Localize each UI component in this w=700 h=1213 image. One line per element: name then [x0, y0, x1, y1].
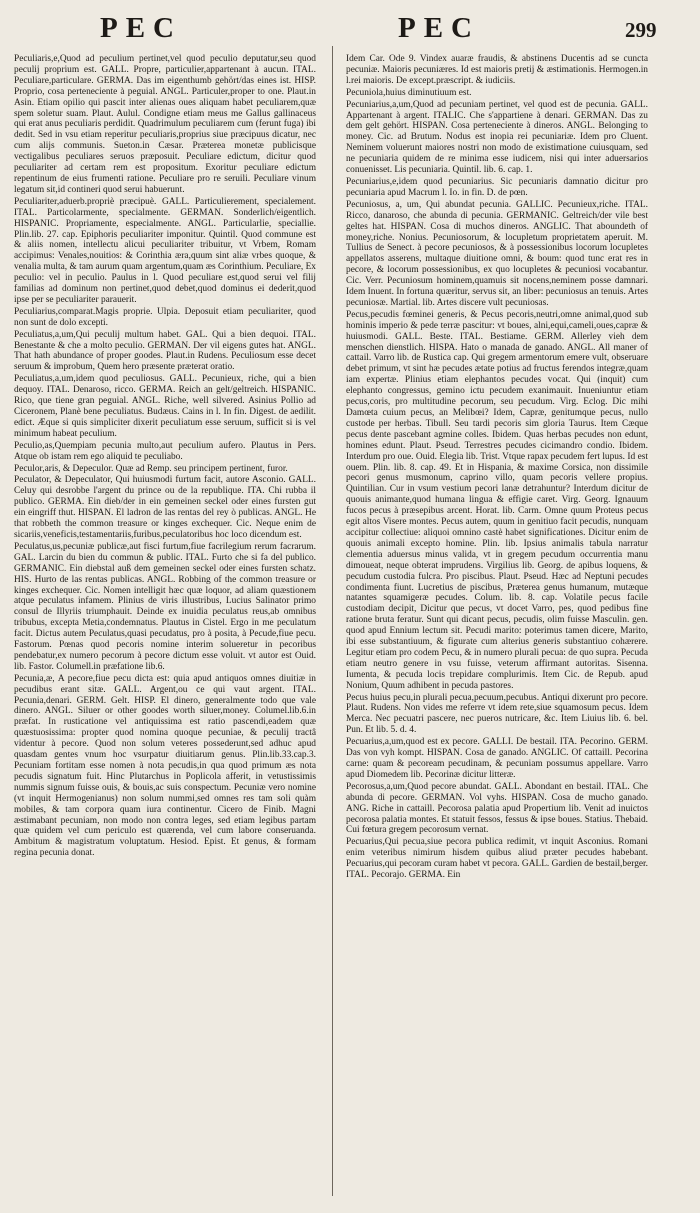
right-column — [346, 54, 648, 1199]
dictionary-entry: Pecorosus,a,um,Quod pecore abundat. GALL. Abondant en bestail. ITAL. Che abunda di pecore. GERMAN. Vol vyhs. HISPAN. Cosa de mucho ganado. ANG. Riche in cattaill. Pecorosa palatia apud Propertium lib. Venit ad inuictos pecorosa palatia montes. Et statuit fessos, fessus & ipse boues. Statius. Thebaid. Cui fœtura gregem pecorosum vernat. — [346, 781, 648, 836]
dictionary-entry: Peculor,aris, & Depeculor. Quæ ad Remp. seu principem pertinent, furor. — [14, 463, 288, 474]
dictionary-entry: Peculiatus,a,um,Qui peculij multum habet. GAL. Qui a bien dequoi. ITAL. Benestante & che a molto peculio. GERMAN. Der vil eigens gutes hat. ANGL. That hath abundance of proper goodes. Plaut.in Rudens. Peculiosum esse decet seruum & improbum, Quem hero præsente præterat oratio. — [14, 329, 316, 373]
dictionary-entry: Peculiaris,e,Quod ad peculium pertinet,vel quod peculio deputatur,seu quod peculij proprium est. GALL. Propre, particulier,appartenant à aucun. ITAL. Peculiare,particulare. GERMA. Das im eigenthumb gehört/das eines ist. HISP. Proprio, cosa perteneciente à peguial. ANGL. Particuler,proper to one. Plaut.in Asin. Etiam opilio qui pascit inter alienas oues aliquam habet peculiarem,quæ spem soletur suam. Plaut. Aulul. Condigne etiam meus me Gallus gallinaceus qui erat anus peculiaris perdidit. Quadrimulum peculiarem cum (ferunt fuga) ibi dedit. Sed in vsu etiam reperitur peculiaris,proprius siue præcipuus dicatur, nec cum alijs communis. Sueton.in Cæsar. Præterea monetæ publicisque vectigalibus peculiares seruos præposuit. Peculiare edictum, dicitur quod peculiariter ad certam rem est propositum. Exoritur peculiare edictum repentinum de eius frumenti ratione. Peculiare pro re seruili. Peculiare vinum legatum sit,id contineri quod serui habuerunt. — [14, 54, 316, 195]
dictionary-entry: Peculio,as,Quempiam pecunia multo,aut peculium aufero. Plautus in Pers. Atque ob istam rem ego aliquid te peculiabo. — [14, 440, 316, 462]
dictionary-entry: Pecus huius pecu,in plurali pecua,pecuum,pecubus. Antiqui dixerunt pro pecore. Plaut. Rudens. Non vides me referre vt idem rete,siue squamosum pecus. Idem Merca. Nec pecuatri pascere, nec pueros nutricare, &c. Item Liuius lib. 6. bel. Pun. Et lib. 5. d. 4. — [346, 692, 648, 736]
dictionary-entry: Pecuarius,Qui pecua,siue pecora publica redimit, vt inquit Asconius. Romani enim veteribus nimirum hisdem quibus aliud præter pecudes habebant. Pecuarius,qui pecoram curam habet vt pecora. GALL. Gardien de bestail,berger. ITAL. Pecorajo. GERMA. Ein — [346, 837, 648, 881]
dictionary-entry: Pecuniarius,e,idem quod pecuniarius. Sic pecuniaris damnatio dicitur pro pecuniaria apud Macrum l. Io. in fin. D. de pœn. — [346, 176, 648, 198]
dictionary-entry: Peculiariter,aduerb.propriè præcipuè. GALL. Particulierement, specialement. ITAL. Particolarmente, specialmente. GERMAN. Sonderlich/eigentlich. HISPANIC. Propriamente, especialmente. ANGL. Particularlie, speciallie. Plin.lib. 27. cap. Epiphoris peculiariter imponitur. Quintil. Quod commune est & aliis nomen, intellectu alicui peculiariter tribuitur, vt Vrbem, Romam accipimus: Venales,nouitios: & Corinthia æra,quum sint aliæ vrbes quoque, & venalia multa, & tam aurum quam argentum,quam æs Corinthium. Peculiare, Ex peculio: vel in peculio. Paulus in l. Quod peculiare est,quod serui vel filij familias ad dominum non pertinet,quod debet,quod dominus ei dederit,quod ipse per se peculiariter parauerit. — [14, 196, 316, 305]
dictionary-entry: Peculator, & Depeculator, Qui huiusmodi furtum facit, autore Asconio. GALL. Celuy qui desrobbe l'argent du prince ou de la republique. ITA. Chi rubba il publico. GERMA. Ein dieb/der in ein gemeinen seckel oder eines fursten gut ein eingriff thut. HISPAN. El ladron de las rentas del rey ò publicas. ANGL. He that robbeth the common treasure or kinges exchequer. Cic. Neque enim de sicariis,veneficis,testamentariis,furibus,peculatoribus hoc loco dicendum est. — [14, 475, 316, 540]
dictionary-entry: Pecus,pecudis fœminei generis, & Pecus pecoris,neutri,omne animal,quod sub hominis imperio & pede terræ pascitur: vt boues, alni,equi,cameli,oues,capræ & huiusmodi. GALL. Beste. ITAL. Bestiame. GERM. Allerley vieh dem menschen dienstlich. HISPA. Hato o manada de ganado. ANGL. All maner of cattail. Varro lib. de Rustica cap. Qui gregem armentorum emere vult, obseruare debet primum, vt sint hæ pecudes ætate potius ad fructus ferendos integræ,quam iam expertæ. Plinius etiam elephantos pecudes vocat. Qui (inquit) cum elephanto congressus, gemino ictu pecudem exanimauit. Inueniuntur etiam pecus,coris, pro multitudine pecorum, seu pecudum. Virg. Eclog. Dic mihi Damœta cuium pecus, an Melibœi? Idem, Capræ, genitumque pecus, nullo custode per herbas. Tibull. Seu tardi pecoris sim gloria Taurus. Item Cæque pecus dente pascebant agmine colles. Ibidem. Quas herbas pecudes non edunt, homines edunt. Plaut. Pseud. Terrestres pecudes cicimandro condio. Ibidem. Interdum pro oue. Ouid. Elegia lib. Trist. Vtque rapax pecudem fert lupus. Id est ouem. Plin. lib. 8. cap. 49. Et in Hispania, & maxime Corsica, non dissimile pecori genus musmonum, caprino villo, quam pecoris vellere propius. Quintilian. Cur in vsum vestium pecori lanæ detrahuntur? Interdum dicitur de quouis animante,quod humana lingua & effigie caret. Virg. Georg. Ignauum fucos pecus à præsepibus arcent. Horat. lib. Carm. Omne quum Proteus pecus egit altos Visere montes. Pecus autem, quum in genitiuo facit pecudis, nunquam accipitur collectiue: aliquoi omnino castè habet significationes. Dicitur enim de quouis animali excepto homine. Plin. lib. Ipsius animalis tabula narratur clementia aduersus minus valida, vt in gregem pecudum occurrentia manu dimoueat, neque obterat imprudens. Virgilius lib. Georg. de apibus loquens, & pecudum custodia fulcra. Pro piscibus. Plaut. Pseud. Hæc ad Neptuni pecudes condimenta fiunt. Lucretius de piscibus, Præterea genus humanum, mutæque natantes squamigeræ pecudes. Colum. lib. 8. cap. Volatile pecus facile custodiam decipit, Dicitur que pecus, vt docet Varro, pes, quod pedibus fine ratione bruta feratur. Sunt qui dicant pecus, pecudis, olim fuisse Masculin. gen. quod apud Ennium lectum sit. Pecudi marito: poterimus tamen dicere, Marito, ibi esse substantiuum, & figurate cum alterius generis substantiuo cohærere. Legitur etiam pro codem Pecu, & in numero plurali pecua: de quo supra. Pecuda etiam neutro genere in vsu fuisse, veterum affirmant autoritas. Sisenna. Iumenta, & pecuda locis trepidare complurimis. Item Cic. de Repub. apud Nonium, Quum adhibent in pecuda pastores. — [346, 309, 648, 691]
left-column — [14, 54, 316, 1199]
running-head-right: PEC — [398, 12, 480, 44]
dictionary-entry: Pecuniarius,a,um,Quod ad pecuniam pertinet, vel quod est de pecunia. GALL. Appartenant à argent. ITALIC. Che s'appartiene à denari. GERMAN. Das zu dem gelt gehört. HISPAN. Cosa perteneciente à dineros. ANGL. Belonging to money. Cic. ad Brutum. Nodus est inopia rei pecuniariæ. Idem pro Cluent. Neminem voluerunt maiores nostri non modo de existimatione cuiusquam, sed ne pecuniaria quidem de re minima esse iudicem, nisi qui inter aduersarios conuenisset. Lis pecuniaria. Quintil. lib. 6. cap. 1. — [346, 99, 648, 176]
dictionary-entry: Pecuniosus, a, um, Qui abundat pecunia. GALLIC. Pecunieux,riche. ITAL. Ricco, danaroso, che abunda di pecunia. GERMANIC. Geltreich/der vile best geltes hat. HISPAN. Cosa di muchos dineros. ANGLIC. That aboundeth of money,riche. Nonius. Pecuniosorum, & locupletum proprietatem aperuit. M. Tullius de Senect. à pecore pecuniosos, & à possessionibus locorum locupletes appellatos asserens, multaque diuitione omni, & boum: quod tunc erat res in pecore, & locorum possessionibus, ex quo locupletes & pecuniosi vocabantur. Cic. Verr. Pecuniosum hominem,quamuis sit nocens,neminem posse damnari. Idem Inuent. In fortuna quæritur, servus sit, an liber: pecuniosus an tenuis. Artes pecuniosæ. Martial. lib. Artes discere vult pecuniosas. — [346, 199, 648, 308]
page-number: 299 — [625, 18, 657, 42]
column-divider — [332, 46, 333, 1196]
dictionary-entry: Pecuniola,huius diminutiuum est. — [346, 87, 472, 98]
dictionary-entry: Peculiarius,comparat.Magis proprie. Ulpia. Deposuit etiam peculiariter, quod non sunt de dolo excepti. — [14, 306, 316, 328]
dictionary-entry: Pecuarius,a,um,quod est ex pecore. GALLI. De bestail. ITA. Pecorino. GERM. Das von vyh kompt. HISPAN. Cosa de ganado. ANGLIC. Of cattaill. Pecorina carne: quam & pecoream pecudinam, & pecuniam possumus appellare. Varro apud Diomedem lib. Pecorinæ dicitur litteræ. — [346, 737, 648, 780]
running-header — [0, 8, 700, 56]
dictionary-entry: Peculatus,us,pecuniæ publicæ,aut fisci furtum,fiue facrilegium rerum facrarum. GAL. Larcin du bien du commun & public. ITAL. Furto che si fa del publico. GERMANIC. Ein diebstal auß dem gemeinen seckel oder eines fursten schatz. HIS. Hurto de las rentas publicas. ANGL. Robbing of the common treasure or kinges exchequer. Cic. Nomen intelligit hæc quæ loquor, ad aliam quæstionem atque peculatus infamem. Plinius de viris illustribus, Lucius Salinator primo consul de Illyriis triumphauit. Deinde ex inuidia peculatus reus,ab omnibus tribubus, excepta Metia,condemnatus. Plautus in Cistel. Ergo in me peculatum facit. Dictus autem Peculatus,quasi pecudatus, pro à posita, à Pecude,fiue pecu. Fastorum. Pœnas quod pecoris nomine interim solueretur in pecoribus pendebatur,ex numero pecorum à pecore dictum esse voluit. vt autor est Ouid. lib. Fastor. Columell.in præfatione lib.6. — [14, 541, 316, 672]
dictionary-entry: Peculiatus,a,um,idem quod peculiosus. GALL. Pecunieux, riche, qui a bien dequoy. ITAL. Denaroso, ricco. GERMA. Reich an gelt/geltreich. HISPANIC. Rico, que tiene gran peguial. ANGL. Riche, well silvered. Asinius Pollio ad Ciceronem, Planè bene peculiatus. Budæus. Cains in l. In fin. Digest. de aedilit. edict. Æque si quis simpliciter dixerit peculiatum esse seruum, sufficit si is vel minimum habeat peculium. — [14, 374, 316, 439]
running-head-left: PEC — [100, 12, 182, 44]
dictionary-entry: Pecunia,æ, A pecore,fiue pecu dicta est: quia apud antiquos omnes diuitiæ in pecudibus erant sitæ. GALL. Argent,ou ce qui vaut argent. ITAL. Pecunia,denari. GERM. Gelt. HISP. El dinero, generalmente todo que vale dinero. ANGL. Siluer or other goodes worth siluer,money. Columel.lib.6.in præfat. In rusticatione vel antiquissima est ratio pascendi,eadem quæ quæstuosissima: propter quod nomina quoque pecuniae, & peculij tractâ videntur à pecore. Quod non solum veteres possederunt,sed adhuc apud quasdam gentes vnum hoc vsurpatur diuitiarum genus. Plin.lib.33.cap.3. Pecuniam fortitam esse nomen à nota pecudis,in qua quod primum æs nota pecudis signatum fuit. Hinc Plutarchus in Poplicola afferit, in vetustissimis nummis signum fuisse ouis, & bouis,ac suis conspectum. Pecuniæ vero nomine (vt inquit Hermogenianus) non solum nummi,sed omnes res tam soli quàm mobiles, & tam corpora quam iura continentur. Cicero de Finib. Magni æstimabant pecuniam, non modo non contra leges, sed etiam legibus partam quæ quidem vel cum periculo est quærenda, vel cum labore conseruanda. Ambitum & magistratum voluptatum. Hesiod. Epist. Et genus, & formam regina pecunia donat. — [14, 673, 316, 859]
dictionary-entry: Idem Car. Ode 9. Vindex auaræ fraudis, & abstinens Ducentis ad se cuncta pecuniæ. Maioris pecuniæres. Id est maioris pretij & æstimationis. Hermogen.in l.rei maioris. De except.præscript. & iudiciis. — [346, 54, 648, 86]
